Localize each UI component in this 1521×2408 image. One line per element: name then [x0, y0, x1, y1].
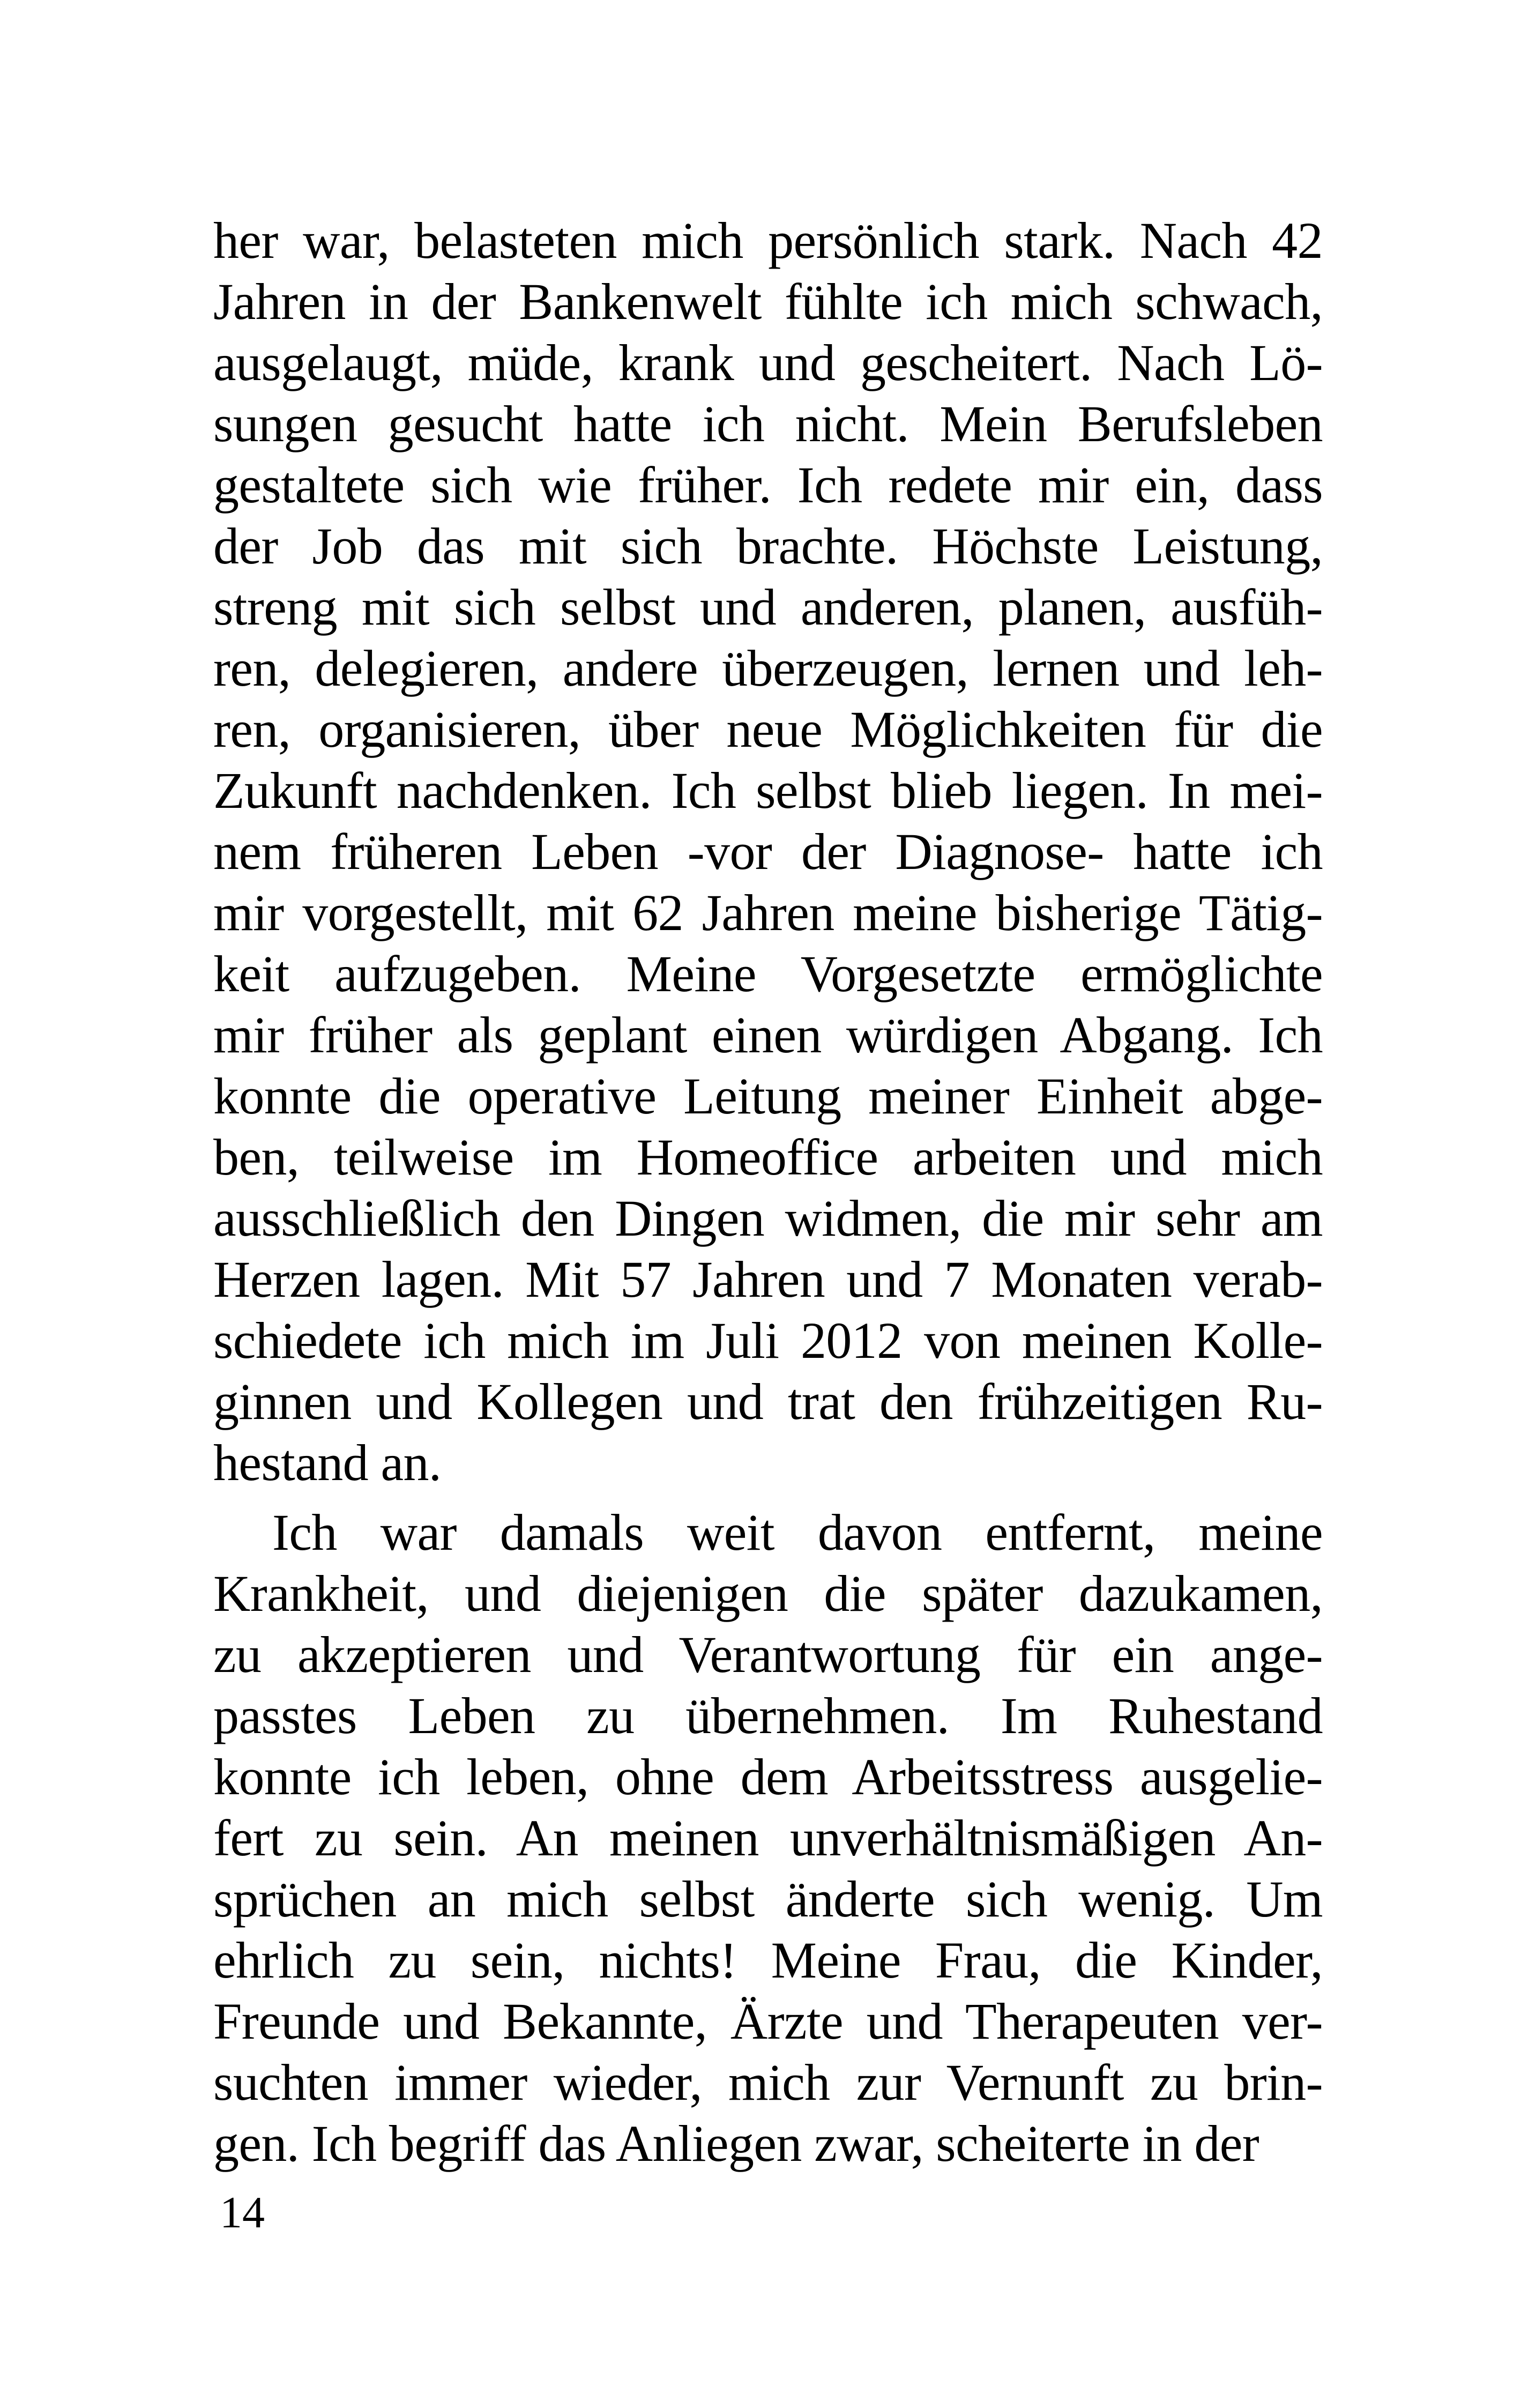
- text-line: suchten immer wieder, mich zur Vernunft zu brin-: [213, 2054, 1323, 2111]
- paragraph-1: [213, 210, 1323, 1493]
- text-line: nem früheren Leben -vor der Diagnose- hatte ich: [213, 823, 1323, 880]
- page-number: 14: [220, 2188, 265, 2238]
- text-line: keit aufzugeben. Meine Vorgesetzte ermöglichte: [213, 945, 1323, 1002]
- text-line: ren, delegieren, andere überzeugen, lernen und leh-: [213, 640, 1323, 697]
- text-line: ehrlich zu sein, nichts! Meine Frau, die Kinder,: [213, 1931, 1323, 1989]
- text-line: Zukunft nachdenken. Ich selbst blieb liegen. In mei-: [213, 762, 1323, 819]
- text-line: konnte die operative Leitung meiner Einheit abge-: [213, 1067, 1323, 1125]
- text-line: der Job das mit sich brachte. Höchste Leistung,: [213, 517, 1323, 575]
- text-line: hestand an.: [213, 1434, 442, 1491]
- text-line: zu akzeptieren und Verantwortung für ein ange-: [213, 1626, 1323, 1683]
- text-line: passtes Leben zu übernehmen. Im Ruhestand: [213, 1687, 1323, 1744]
- text-line: gestaltete sich wie früher. Ich redete mir ein, dass: [213, 456, 1323, 514]
- text-line: konnte ich leben, ohne dem Arbeitsstress ausgelie-: [213, 1748, 1323, 1805]
- text-line: streng mit sich selbst und anderen, planen, ausfüh-: [213, 578, 1323, 636]
- text-line: Jahren in der Bankenwelt fühlte ich mich schwach,: [213, 273, 1323, 330]
- text-line: schiedete ich mich im Juli 2012 von meinen Kolle-: [213, 1312, 1323, 1369]
- text-line: mir früher als geplant einen würdigen Abgang. Ich: [213, 1006, 1323, 1064]
- text-line: sungen gesucht hatte ich nicht. Mein Berufsleben: [213, 395, 1323, 452]
- text-line: ren, organisieren, über neue Möglichkeiten für die: [213, 701, 1323, 758]
- paragraph-2: [213, 1502, 1323, 2174]
- text-line: her war, belasteten mich persönlich stark. Nach 42: [213, 212, 1323, 269]
- text-line: ausschließlich den Dingen widmen, die mir sehr am: [213, 1190, 1323, 1247]
- text-line: ginnen und Kollegen und trat den frühzeitigen Ru-: [213, 1373, 1323, 1430]
- text-line: Krankheit, und diejenigen die später dazukamen,: [213, 1565, 1323, 1622]
- text-line: Herzen lagen. Mit 57 Jahren und 7 Monaten verab-: [213, 1251, 1323, 1308]
- text-line: Freunde und Bekannte, Ärzte und Therapeuten ver-: [213, 1993, 1323, 2050]
- text-line: mir vorgestellt, mit 62 Jahren meine bisherige Tätig-: [213, 884, 1323, 941]
- text-line: gen. Ich begriff das Anliegen zwar, scheiterte in der: [213, 2115, 1259, 2172]
- text-line: ben, teilweise im Homeoffice arbeiten und mich: [213, 1128, 1323, 1186]
- text-line: sprüchen an mich selbst änderte sich wenig. Um: [213, 1870, 1323, 1928]
- text-line: Ich war damals weit davon entfernt, meine: [272, 1504, 1323, 1561]
- text-line: fert zu sein. An meinen unverhältnismäßigen An-: [213, 1809, 1323, 1867]
- text-line: ausgelaugt, müde, krank und gescheitert. Nach Lö-: [213, 334, 1323, 391]
